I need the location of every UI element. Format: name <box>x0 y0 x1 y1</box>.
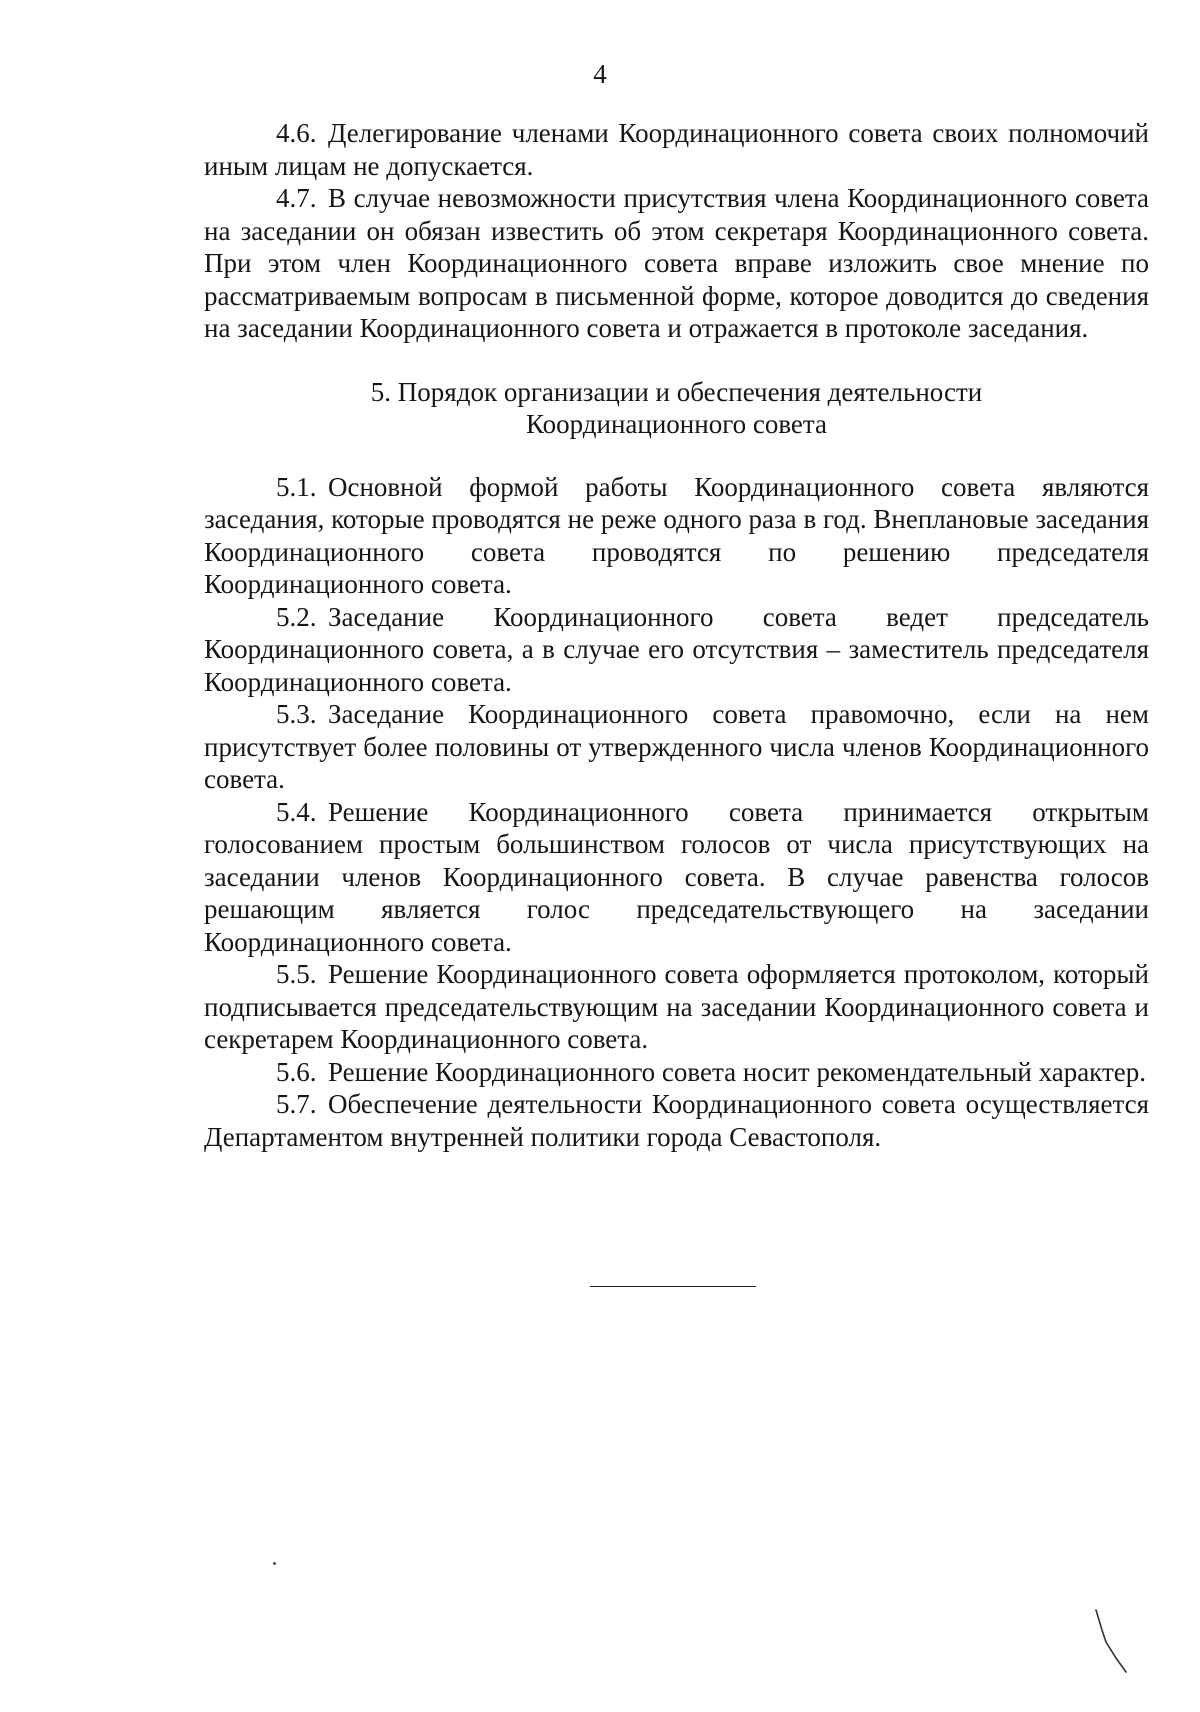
paragraph-text: Решение Координационного совета носит рекомендательный характер. <box>328 1056 1146 1087</box>
paragraph-5-5 <box>204 958 1149 1056</box>
paragraph-number: 5.5. <box>276 959 317 989</box>
paragraph-5-1 <box>204 471 1149 601</box>
paragraph-number: 5.7. <box>276 1089 317 1119</box>
paragraph-number: 5.2. <box>276 601 317 632</box>
paragraph-text: В случае невозможности присутствия члена Координационного совета на заседании он обязан известить об этом секретаря Координационного совета. При этом член Координационного совета вправе изложить свое мнение по рассматриваемым вопросам в письменной форме, которое доводится до сведения на заседании Координационного совета и отражается в протоколе заседания. <box>204 183 1149 343</box>
paragraph-4-7 <box>204 182 1149 345</box>
paragraph-text: Обеспечение деятельности Координационного совета осуществляется Департаментом внутренней политики города Севастополя. <box>204 1089 1149 1152</box>
section-heading-line-2: Координационного совета <box>525 409 828 439</box>
page-number: 4 <box>593 59 607 89</box>
paragraph-number: 5.6. <box>276 1056 317 1087</box>
paragraph-text: Заседание Координационного совета ведет председатель Координационного совета, а в случае его отсутствия – заместитель председателя Координационного совета. <box>204 601 1149 697</box>
scan-speck <box>273 1562 276 1565</box>
paragraph-5-2 <box>204 601 1149 699</box>
paragraph-number: 4.6. <box>276 118 317 148</box>
paragraph-5-3 <box>204 698 1149 796</box>
paragraph-5-4 <box>204 796 1149 959</box>
paragraph-number: 5.1. <box>276 471 317 502</box>
paragraph-4-6 <box>204 117 1149 182</box>
paragraph-text: Решение Координационного совета принимается открытым голосованием простым большинством голосов от числа присутствующих на заседании членов Координационного совета. В случае равенства голосов решающим является голос председательствующего на заседании Координационного совета. <box>204 796 1149 957</box>
paragraph-text: Делегирование членами Координационного совета своих полномочий иным лицам не допускается. <box>204 118 1149 181</box>
paragraph-5-7 <box>204 1088 1149 1153</box>
paragraph-number: 5.3. <box>276 699 317 729</box>
paragraph-text: Заседание Координационного совета правомочно, если на нем присутствует более половины от утвержденного числа членов Координационного совета. <box>204 699 1149 794</box>
section-heading <box>204 376 1149 441</box>
section-heading-line-1: 5. Порядок организации и обеспечения деятельности <box>370 376 983 407</box>
paragraph-number: 5.4. <box>276 796 317 827</box>
pen-mark <box>1092 1608 1132 1674</box>
paragraph-text: Решение Координационного совета оформляется протоколом, который подписывается председательствующим на заседании Координационного совета и секретарем Координационного совета. <box>204 959 1149 1054</box>
paragraph-number: 4.7. <box>276 183 317 213</box>
document-body <box>204 117 1149 1153</box>
paragraph-5-6 <box>204 1056 1149 1089</box>
end-separator-line <box>590 1286 756 1287</box>
paragraph-text: Основной формой работы Координационного совета являются заседания, которые проводятся не реже одного раза в год. Внеплановые заседания Координационного совета проводятся по решению председателя Координационного совета. <box>204 471 1149 599</box>
